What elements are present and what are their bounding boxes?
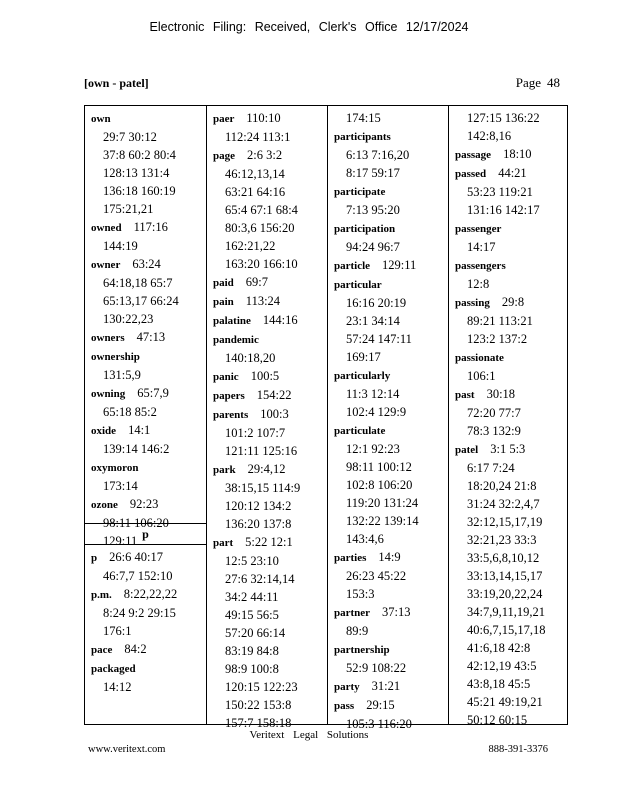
page-line-reference: 117:16 — [133, 220, 168, 234]
headword: parties — [334, 552, 367, 564]
headword: park — [213, 464, 236, 476]
entry-first-line — [334, 640, 448, 659]
index-table — [84, 105, 568, 731]
page-line-reference: 175:21,21 — [103, 202, 154, 216]
page-line-reference: 23:1 34:14 — [346, 314, 400, 328]
headword: paer — [213, 113, 235, 125]
footer-website: www.veritext.com — [88, 744, 166, 755]
page-line-reference: 47:13 — [136, 330, 166, 344]
page-line-reference: 69:7 — [245, 275, 269, 289]
page-line-reference: 64:18,18 65:7 — [103, 276, 173, 290]
index-entry — [213, 533, 327, 732]
page-line-reference: 3:1 5:3 — [490, 442, 526, 456]
page-line-reference: 11:3 12:14 — [346, 387, 400, 401]
headword: parents — [213, 409, 249, 421]
index-entry — [455, 109, 567, 145]
index-entry — [213, 292, 327, 311]
page-line-reference: 33:19,20,22,24 — [467, 587, 543, 601]
entry-first-line — [334, 548, 448, 567]
headword: owned — [91, 222, 122, 234]
headword: particularly — [334, 370, 391, 382]
page-line-reference: 65:7,9 — [137, 386, 169, 400]
page-line-reference: 34:2 44:11 — [225, 590, 279, 604]
page-line-reference: 106:1 — [467, 369, 496, 383]
headword: oxymoron — [91, 462, 139, 474]
page-line-reference: 174:15 — [346, 111, 381, 125]
page-line-reference: 46:7,7 152:10 — [103, 569, 173, 583]
page-line-reference: 34:7,9,11,19,21 — [467, 605, 546, 619]
headword: participation — [334, 223, 396, 235]
page-line-reference: 32:21,23 33:3 — [467, 533, 537, 547]
headword: pace — [91, 644, 113, 656]
headword: owners — [91, 332, 125, 344]
page-line-reference: 98:11 106:20 — [103, 516, 169, 530]
headword: ozone — [91, 499, 118, 511]
page-line-reference: 5:22 12:1 — [245, 535, 293, 549]
index-entry — [455, 219, 567, 256]
page-line-reference: 26:23 45:22 — [346, 569, 407, 583]
headword: passing — [455, 297, 490, 309]
column-1-top-entries — [91, 109, 206, 550]
entry-first-line — [213, 109, 327, 128]
entry-first-line — [455, 385, 567, 404]
page-line-reference: 157:7 158:18 — [225, 716, 292, 730]
page-line-reference: 123:2 137:2 — [467, 332, 528, 346]
entry-first-line — [455, 219, 567, 238]
entry-first-line — [334, 421, 448, 440]
page-line-reference: 42:12,19 43:5 — [467, 659, 537, 673]
page-line-reference: 101:2 107:7 — [225, 426, 286, 440]
page-line-reference: 98:11 100:12 — [346, 460, 412, 474]
footer-company: Veritext Legal Solutions — [249, 729, 369, 741]
page-line-reference: 102:4 129:9 — [346, 405, 407, 419]
page-line-reference: 169:17 — [346, 350, 381, 364]
entry-first-line — [455, 164, 567, 183]
page-line-reference: 37:8 60:2 80:4 — [103, 148, 176, 162]
page-line-reference: 37:13 — [382, 605, 411, 619]
page-line-reference: 33:5,6,8,10,12 — [467, 551, 540, 565]
headword: palatine — [213, 315, 251, 327]
index-entry — [213, 311, 327, 330]
page-line-reference: 176:1 — [103, 624, 132, 638]
page-line-reference: 130:22,23 — [103, 312, 154, 326]
index-entry — [91, 218, 206, 255]
page-line-reference: 29:7 30:12 — [103, 130, 157, 144]
index-entry — [91, 640, 177, 659]
page-line-reference: 129:11 — [103, 534, 138, 548]
index-entry — [91, 109, 206, 218]
entry-first-line — [334, 696, 448, 715]
page-line-reference: 121:11 125:16 — [225, 444, 298, 458]
section-letter: p — [85, 523, 206, 545]
page-line-reference: 127:15 136:22 — [467, 111, 540, 125]
headword: pass — [334, 700, 355, 712]
page-line-reference: 49:15 56:5 — [225, 608, 279, 622]
page-line-reference: 65:4 67:1 68:4 — [225, 203, 298, 217]
entry-first-line — [91, 640, 177, 659]
page-line-reference: 63:21 64:16 — [225, 185, 286, 199]
headword: part — [213, 537, 234, 549]
headword: particle — [334, 260, 371, 272]
page-line-reference: 2:6 3:2 — [247, 148, 283, 162]
entry-first-line — [91, 218, 206, 237]
page-line-reference: 12:8 — [467, 277, 490, 291]
page-line-reference: 14:12 — [103, 680, 132, 694]
page-line-reference: 30:18 — [486, 387, 516, 401]
page-line-reference: 29:4,12 — [247, 462, 286, 476]
entry-first-line — [91, 347, 206, 366]
index-entry — [91, 347, 206, 384]
page-line-reference: 144:16 — [262, 313, 298, 327]
page-line-reference: 41:6,18 42:8 — [467, 641, 531, 655]
page-line-reference: 136:20 137:8 — [225, 517, 292, 531]
headword: patel — [455, 444, 479, 456]
page-line-reference: 72:20 77:7 — [467, 406, 521, 420]
page-line-reference: 113:24 — [245, 294, 281, 308]
index-entry — [455, 440, 567, 729]
page-line-reference: 132:22 139:14 — [346, 514, 419, 528]
entry-first-line — [455, 145, 567, 164]
page-line-reference: 136:18 160:19 — [103, 184, 176, 198]
page-line-reference: 31:24 32:2,4,7 — [467, 497, 540, 511]
page-line-reference: 63:24 — [132, 257, 161, 271]
page-line-reference: 144:19 — [103, 239, 138, 253]
entry-first-line — [213, 367, 327, 386]
entry-first-line — [91, 585, 177, 604]
index-entry — [91, 421, 206, 458]
index-entry — [91, 384, 206, 421]
headword: party — [334, 681, 360, 693]
page-line-reference: 18:10 — [503, 147, 532, 161]
page-line-reference: 80:3,6 156:20 — [225, 221, 295, 235]
index-column-3 — [327, 106, 448, 731]
page-line-reference: 50:12 60:15 — [467, 713, 528, 727]
page-line-reference: 43:8,18 45:5 — [467, 677, 531, 691]
index-entry — [334, 182, 448, 219]
index-entry — [334, 640, 448, 677]
page-number-label — [510, 75, 560, 91]
headword: papers — [213, 390, 245, 402]
page-line-reference: 143:4,6 — [346, 532, 384, 546]
headword: p — [91, 552, 98, 564]
index-entry — [91, 328, 206, 347]
headword: passed — [455, 168, 487, 180]
entry-first-line — [91, 548, 177, 567]
page-line-reference: 53:23 119:21 — [467, 185, 533, 199]
entry-first-line — [91, 659, 177, 678]
index-entry — [334, 366, 448, 421]
page-line-reference: 7:13 95:20 — [346, 203, 400, 217]
entry-first-line — [213, 292, 327, 311]
headword: p.m. — [91, 589, 112, 601]
headword: past — [455, 389, 475, 401]
page-line-reference: 40:6,7,15,17,18 — [467, 623, 546, 637]
headword: own — [91, 113, 111, 125]
page-line-reference: 128:13 131:4 — [103, 166, 170, 180]
page-line-reference: 120:12 134:2 — [225, 499, 292, 513]
page-line-reference: 46:12,13,14 — [225, 167, 285, 181]
index-entry — [334, 421, 448, 548]
page-line-reference: 162:21,22 — [225, 239, 276, 253]
page-line-reference: 89:21 113:21 — [467, 314, 533, 328]
page-line-reference: 57:20 66:14 — [225, 626, 286, 640]
column-1-bottom-entries — [91, 548, 177, 696]
page-line-reference: 84:2 — [124, 642, 147, 656]
entry-first-line — [213, 146, 327, 165]
page-line-reference: 98:9 100:8 — [225, 662, 279, 676]
page-number: 48 — [547, 75, 560, 90]
headword: particulate — [334, 425, 386, 437]
headword: pain — [213, 296, 234, 308]
page-line-reference: 173:14 — [103, 479, 138, 493]
index-range: [own - patel] — [84, 76, 149, 90]
headword: oxide — [91, 425, 117, 437]
page-line-reference: 45:21 49:19,21 — [467, 695, 543, 709]
entry-first-line — [455, 293, 567, 312]
headword: participate — [334, 186, 386, 198]
page-line-reference: 100:5 — [250, 369, 280, 383]
page-line-reference: 12:5 23:10 — [225, 554, 279, 568]
entry-first-line — [455, 256, 567, 275]
index-entry — [334, 256, 448, 275]
page-label: Page — [515, 75, 541, 90]
page-line-reference: 100:3 — [260, 407, 289, 421]
entry-first-line — [91, 328, 206, 347]
entry-first-line — [455, 348, 567, 367]
page-line-reference: 65:18 85:2 — [103, 405, 157, 419]
page-line-reference: 8:24 9:2 29:15 — [103, 606, 176, 620]
page-line-reference: 18:20,24 21:8 — [467, 479, 537, 493]
entry-first-line — [91, 109, 206, 128]
index-entry — [334, 548, 448, 603]
index-entry — [334, 677, 448, 696]
headword: partnership — [334, 644, 390, 656]
page-line-reference: 8:17 59:17 — [346, 166, 400, 180]
page-line-reference: 139:14 146:2 — [103, 442, 170, 456]
headword: partner — [334, 607, 371, 619]
index-entry — [455, 348, 567, 385]
entry-first-line — [91, 255, 206, 274]
page-line-reference: 44:21 — [498, 166, 527, 180]
entry-first-line — [334, 127, 448, 146]
index-entry — [91, 585, 177, 640]
index-entry — [91, 255, 206, 328]
headword: paid — [213, 277, 234, 289]
page-line-reference: 92:23 — [129, 497, 159, 511]
entry-first-line — [213, 386, 327, 405]
page-line-reference: 131:16 142:17 — [467, 203, 540, 217]
page-line-reference: 102:8 106:20 — [346, 478, 413, 492]
page-line-reference: 26:6 40:17 — [109, 550, 163, 564]
page-line-reference: 6:17 7:24 — [467, 461, 515, 475]
entry-first-line — [334, 366, 448, 385]
headword: passengers — [455, 260, 506, 272]
index-entry — [213, 273, 327, 292]
index-entry — [455, 385, 567, 440]
entry-first-line — [91, 495, 206, 514]
page-line-reference: 154:22 — [256, 388, 292, 402]
entry-first-line — [91, 421, 206, 440]
entry-first-line — [455, 440, 567, 459]
index-column-2 — [206, 106, 327, 730]
index-entry — [91, 659, 177, 696]
filing-stamp: Electronic Filing: Received, Clerk's Office 12/17/2024 — [149, 20, 469, 34]
index-entry — [455, 164, 567, 219]
headword: page — [213, 150, 235, 162]
page-line-reference: 89:9 — [346, 624, 369, 638]
page-line-reference: 14:17 — [467, 240, 496, 254]
page-line-reference: 163:20 166:10 — [225, 257, 298, 271]
entry-first-line — [334, 182, 448, 201]
page-line-reference: 52:9 108:22 — [346, 661, 407, 675]
page-line-reference: 78:3 132:9 — [467, 424, 521, 438]
headword: packaged — [91, 663, 136, 675]
entry-first-line — [213, 311, 327, 330]
index-entry — [334, 603, 448, 640]
page-line-reference: 105:3 116:20 — [346, 717, 412, 731]
page-line-reference: 6:13 7:16,20 — [346, 148, 410, 162]
headword: panic — [213, 371, 239, 383]
headword: owning — [91, 388, 126, 400]
entry-first-line — [334, 275, 448, 294]
headword: passenger — [455, 223, 502, 235]
entry-first-line — [334, 219, 448, 238]
page-line-reference: 131:5,9 — [103, 368, 141, 382]
index-entry — [334, 109, 448, 127]
entry-first-line — [334, 256, 448, 275]
page-line-reference: 8:22,22,22 — [123, 587, 178, 601]
entry-first-line — [334, 603, 448, 622]
entry-first-line — [334, 677, 448, 696]
entry-first-line — [91, 384, 206, 403]
page-line-reference: 94:24 96:7 — [346, 240, 400, 254]
page-line-reference: 14:1 — [128, 423, 151, 437]
page-line-reference: 32:12,15,17,19 — [467, 515, 543, 529]
page-line-reference: 150:22 153:8 — [225, 698, 292, 712]
headword: particular — [334, 279, 382, 291]
index-entry — [213, 367, 327, 386]
page-line-reference: 33:13,14,15,17 — [467, 569, 543, 583]
headword: participants — [334, 131, 391, 143]
page-line-reference: 14:9 — [378, 550, 401, 564]
headword: owner — [91, 259, 121, 271]
index-entry — [455, 293, 567, 348]
index-entry — [213, 330, 327, 367]
page-line-reference: 12:1 92:23 — [346, 442, 400, 456]
page-line-reference: 83:19 84:8 — [225, 644, 279, 658]
page-line-reference: 29:8 — [501, 295, 525, 309]
page-line-reference: 142:8,16 — [467, 129, 512, 143]
footer-phone: 888-391-3376 — [488, 744, 548, 755]
headword: ownership — [91, 351, 140, 363]
index-entry — [213, 405, 327, 460]
page-line-reference: 57:24 147:11 — [346, 332, 412, 346]
entry-first-line — [213, 460, 327, 479]
index-entry — [334, 127, 448, 182]
index-entry — [213, 460, 327, 533]
page-line-reference: 120:15 122:23 — [225, 680, 298, 694]
index-entry — [334, 696, 448, 733]
headword: passage — [455, 149, 492, 161]
index-entry — [455, 145, 567, 164]
entry-first-line — [213, 533, 327, 552]
entry-first-line — [91, 458, 206, 477]
headword: pandemic — [213, 334, 259, 346]
page-line-reference: 110:10 — [246, 111, 281, 125]
headword: passionate — [455, 352, 504, 364]
index-entry — [213, 146, 327, 273]
page-line-reference: 153:3 — [346, 587, 375, 601]
page-line-reference: 65:13,17 66:24 — [103, 294, 179, 308]
entry-first-line — [213, 273, 327, 292]
index-entry — [213, 386, 327, 405]
index-entry — [91, 548, 177, 585]
index-entry — [213, 109, 327, 146]
page-line-reference: 119:20 131:24 — [346, 496, 419, 510]
page-line-reference: 129:11 — [382, 258, 417, 272]
page-line-reference: 29:15 — [366, 698, 395, 712]
index-entry — [334, 219, 448, 256]
index-column-4 — [448, 106, 567, 727]
page-line-reference: 140:18,20 — [225, 351, 276, 365]
index-entry — [334, 275, 448, 366]
entry-first-line — [213, 330, 327, 349]
entry-first-line — [213, 405, 327, 424]
page-line-reference: 31:21 — [371, 679, 401, 693]
page-line-reference: 38:15,15 114:9 — [225, 481, 301, 495]
index-entry — [91, 458, 206, 495]
index-entry — [455, 256, 567, 293]
page-line-reference: 112:24 113:1 — [225, 130, 291, 144]
page-line-reference: 16:16 20:19 — [346, 296, 407, 310]
page-line-reference: 27:6 32:14,14 — [225, 572, 295, 586]
